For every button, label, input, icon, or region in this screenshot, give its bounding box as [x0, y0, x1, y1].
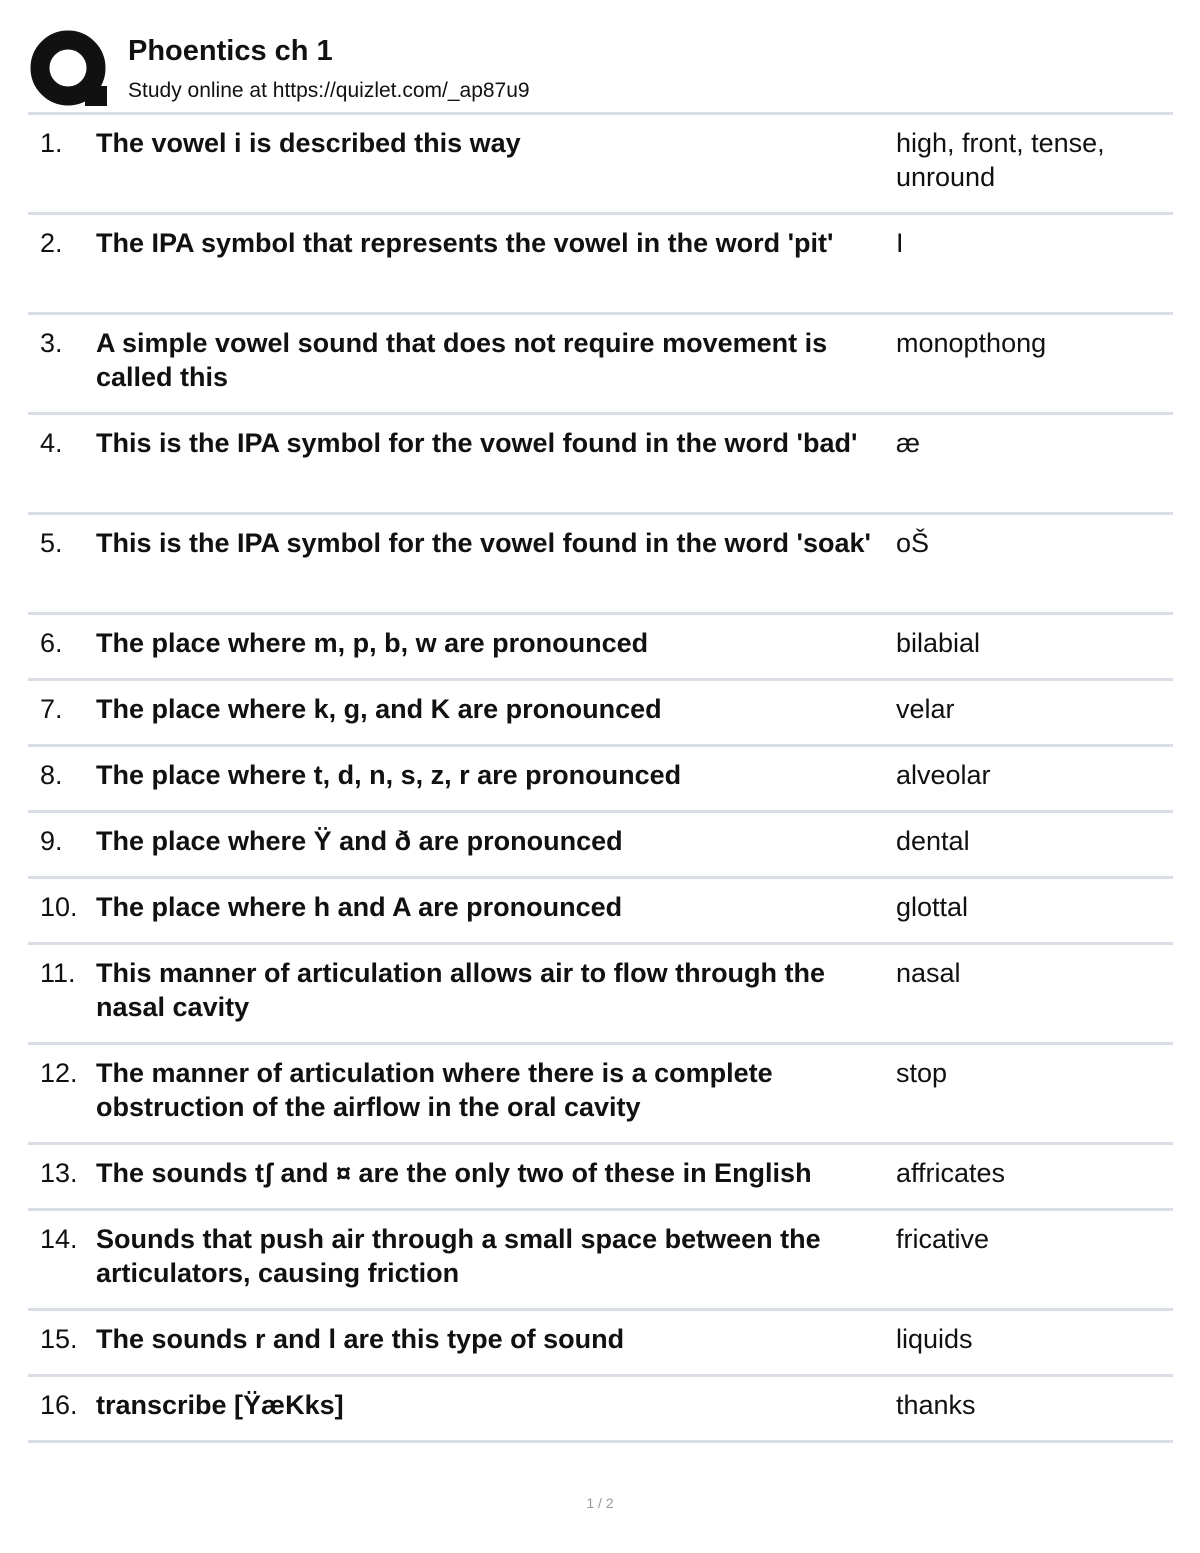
item-term: The manner of articulation where there is a complete obstruction of the airflow in the oral cavity — [96, 1058, 773, 1122]
study-link[interactable]: Study online at https://quizlet.com/_ap87u9 — [128, 79, 530, 102]
list-item — [28, 315, 1173, 415]
item-term: This manner of articulation allows air to flow through the nasal cavity — [96, 958, 826, 1022]
item-definition: bilabial — [896, 628, 981, 658]
item-number: 10. — [40, 892, 78, 922]
item-definition: glottal — [896, 892, 969, 922]
item-definition: monopthong — [896, 328, 1047, 358]
item-definition: alveolar — [896, 760, 991, 790]
list-item — [28, 813, 1173, 879]
item-number: 1. — [40, 128, 63, 158]
item-definition: high, front, tense, unround — [896, 128, 1105, 192]
item-term: The place where h and A are pronounced — [96, 892, 623, 922]
item-term: This is the IPA symbol for the vowel found in the word 'soak' — [96, 528, 871, 558]
item-term: The place where m, p, b, w are pronounced — [96, 628, 649, 658]
page-number: 1 / 2 — [586, 1495, 614, 1511]
item-definition: nasal — [896, 958, 961, 988]
item-definition: affricates — [896, 1158, 1006, 1188]
item-term: The vowel i is described this way — [96, 128, 521, 158]
item-term: The place where k, g, and K are pronounced — [96, 694, 662, 724]
list-item — [28, 415, 1173, 515]
list-item — [28, 879, 1173, 945]
list-item — [28, 215, 1173, 315]
header — [30, 30, 1172, 112]
item-term: The place where Ÿ and ð are pronounced — [96, 826, 623, 856]
list-item — [28, 945, 1173, 1045]
item-number: 9. — [40, 826, 63, 856]
item-number: 3. — [40, 328, 63, 358]
item-number: 5. — [40, 528, 63, 558]
item-definition: æ — [896, 428, 921, 458]
item-definition: I — [896, 228, 904, 258]
list-item — [28, 747, 1173, 813]
item-number: 4. — [40, 428, 63, 458]
item-term: The sounds tʃ and ¤ are the only two of these in English — [96, 1158, 812, 1188]
list-item — [28, 1145, 1173, 1211]
item-definition: fricative — [896, 1224, 990, 1254]
item-definition: oŠ — [896, 528, 930, 558]
list-item — [28, 115, 1173, 215]
item-number: 11. — [40, 958, 76, 988]
item-term: The IPA symbol that represents the vowel in the word 'pit' — [96, 228, 834, 258]
item-number: 16. — [40, 1390, 78, 1420]
item-definition: thanks — [896, 1390, 976, 1420]
item-number: 7. — [40, 694, 63, 724]
page-title: Phoentics ch 1 — [128, 35, 333, 67]
item-number: 14. — [40, 1224, 78, 1254]
list-item — [28, 1311, 1173, 1377]
list-item — [28, 681, 1173, 747]
item-definition: velar — [896, 694, 955, 724]
list-item — [28, 1211, 1173, 1311]
item-number: 6. — [40, 628, 63, 658]
item-number: 2. — [40, 228, 63, 258]
item-definition: stop — [896, 1058, 948, 1088]
item-definition: dental — [896, 826, 970, 856]
flashcard-list — [28, 115, 1173, 1443]
list-item — [28, 1377, 1173, 1443]
item-number: 15. — [40, 1324, 78, 1354]
item-term: The place where t, d, n, s, z, r are pronounced — [96, 760, 682, 790]
item-definition: liquids — [896, 1324, 973, 1354]
list-item — [28, 1045, 1173, 1145]
quizlet-logo-icon — [30, 30, 110, 108]
item-number: 13. — [40, 1158, 78, 1188]
item-term: A simple vowel sound that does not require movement is called this — [96, 328, 828, 392]
item-term: Sounds that push air through a small space between the articulators, causing friction — [96, 1224, 821, 1288]
list-item — [28, 615, 1173, 681]
item-term: transcribe [ŸæKks] — [96, 1390, 344, 1420]
item-term: The sounds r and l are this type of sound — [96, 1324, 625, 1354]
item-number: 12. — [40, 1058, 78, 1088]
item-term: This is the IPA symbol for the vowel found in the word 'bad' — [96, 428, 858, 458]
item-number: 8. — [40, 760, 63, 790]
list-item — [28, 515, 1173, 615]
